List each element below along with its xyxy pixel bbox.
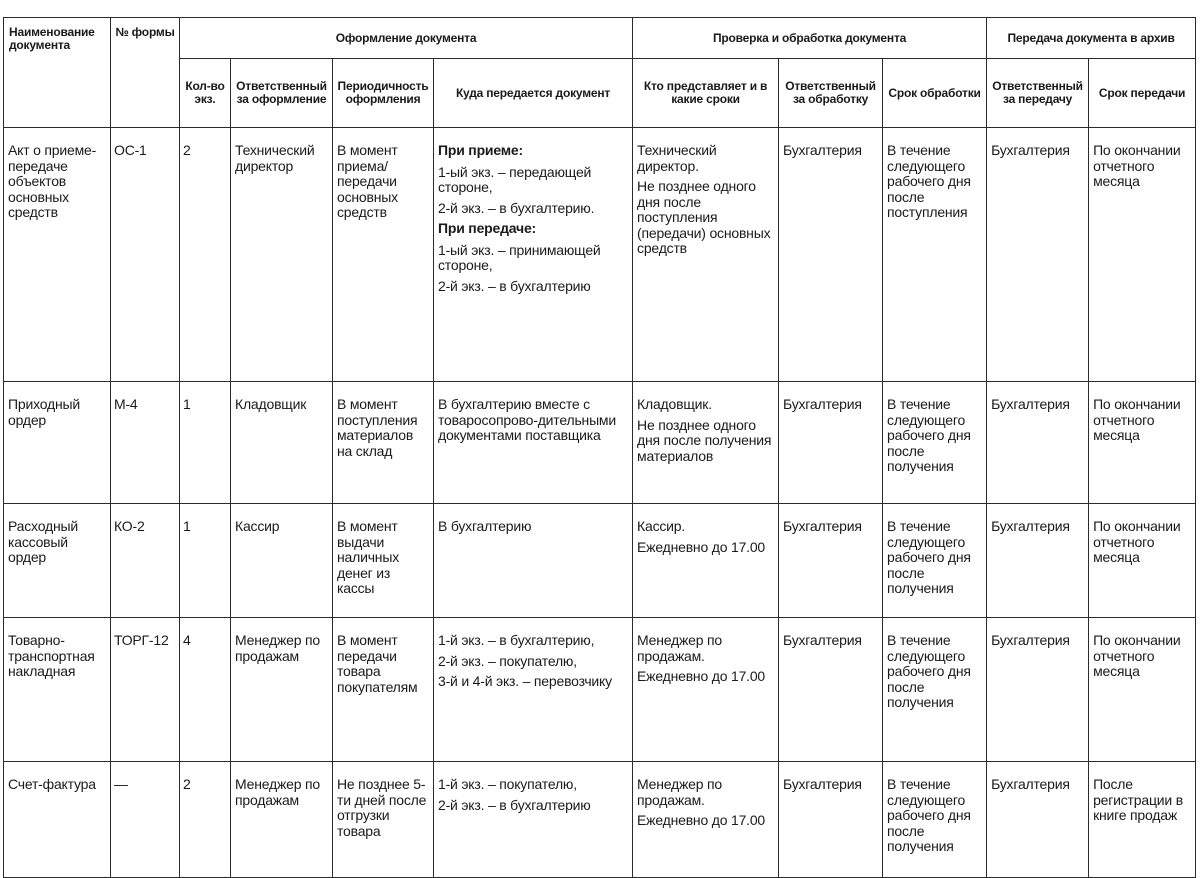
cell-who-when: [633, 762, 779, 878]
where-line: 2-й экз. – покупателю,: [438, 652, 577, 669]
header-row-top: [4, 18, 1196, 59]
header-pass-term: Срок передачи: [1089, 59, 1196, 128]
cell-qty: 1: [180, 504, 231, 618]
cell-pass-term: По окончании отчетного месяца: [1089, 382, 1196, 504]
who-line: Ежедневно до 17.00: [637, 538, 766, 555]
cell-who-when: [633, 618, 779, 762]
cell-period: В момент передачи товара покупателям: [333, 618, 434, 762]
header-resp-oform: Ответственный за оформление: [231, 59, 333, 128]
header-proc-term: Срок обработки: [883, 59, 987, 128]
cell-proc-term: В течение следующего рабочего дня после поступления: [883, 128, 987, 382]
where-heading-receipt: При приеме:: [438, 142, 523, 158]
where-line: 1-й экз. – в бухгалтерию,: [438, 632, 595, 648]
cell-resp-pass: Бухгалтерия: [987, 382, 1089, 504]
cell-resp-pass: Бухгалтерия: [987, 618, 1089, 762]
cell-who-when: [633, 382, 779, 504]
cell-who-when: [633, 504, 779, 618]
cell-proc-term: В течение следующего рабочего дня после получения: [883, 618, 987, 762]
header-resp-pass: Ответственный за передачу: [987, 59, 1089, 128]
cell-where: [434, 382, 633, 504]
who-line: Кассир.: [637, 518, 686, 534]
who-line: Менеджер по продажам.: [637, 776, 723, 808]
cell-resp-pass: Бухгалтерия: [987, 504, 1089, 618]
cell-resp-proc: Бухгалтерия: [779, 618, 883, 762]
who-line: Менеджер по продажам.: [637, 632, 723, 664]
where-line: 1-ый экз. – принимающей стороне,: [438, 241, 601, 273]
cell-form-no: —: [111, 762, 180, 878]
cell-resp-proc: Бухгалтерия: [779, 128, 883, 382]
where-line: 1-й экз. – покупателю,: [438, 776, 577, 792]
cell-doc-name: Счет-фактура: [4, 762, 111, 878]
cell-qty: 2: [180, 128, 231, 382]
header-period: Периодичность оформления: [333, 59, 434, 128]
cell-where: [434, 504, 633, 618]
cell-pass-term: По окончании отчетного месяца: [1089, 128, 1196, 382]
header-qty: Кол-во экз.: [180, 59, 231, 128]
cell-doc-name: Приходный ордер: [4, 382, 111, 504]
cell-who-when: [633, 128, 779, 382]
cell-form-no: ОС-1: [111, 128, 180, 382]
where-line: 2-й экз. – в бухгалтерию.: [438, 199, 595, 216]
cell-pass-term: По окончании отчетного месяца: [1089, 504, 1196, 618]
where-line: 2-й экз. – в бухгалтерию: [438, 796, 591, 813]
cell-resp-proc: Бухгалтерия: [779, 762, 883, 878]
header-who-when: Кто представляет и в какие сроки: [633, 59, 779, 128]
who-line: Не позднее одного дня после поступления (передачи) основных средств: [637, 178, 771, 256]
header-form-no: № формы: [111, 18, 180, 128]
cell-proc-term: В течение следующего рабочего дня после получения: [883, 382, 987, 504]
who-line: Ежедневно до 17.00: [637, 668, 766, 684]
cell-resp-oform: Кассир: [231, 504, 333, 618]
cell-period: В момент поступления материалов на склад: [333, 382, 434, 504]
cell-resp-pass: Бухгалтерия: [987, 128, 1089, 382]
cell-qty: 2: [180, 762, 231, 878]
where-heading-transfer: При передаче:: [438, 220, 536, 236]
header-group-proverka: Проверка и обработка документа: [633, 18, 987, 59]
header-where: Куда передается документ: [434, 59, 633, 128]
cell-proc-term: В течение следующего рабочего дня после получения: [883, 762, 987, 878]
cell-resp-oform: Менеджер по продажам: [231, 618, 333, 762]
where-line: В бухгалтерию вместе с товаросопрово-дительными документами поставщика: [438, 396, 616, 443]
where-line: 2-й экз. – в бухгалтерию: [438, 277, 591, 294]
header-name: Наименование документа: [4, 18, 111, 128]
header-group-oformlenie: Оформление документа: [180, 18, 633, 59]
table-row: [4, 762, 1196, 878]
cell-resp-proc: Бухгалтерия: [779, 382, 883, 504]
cell-qty: 1: [180, 382, 231, 504]
cell-period: Не позднее 5-ти дней после отгрузки товара: [333, 762, 434, 878]
cell-resp-proc: Бухгалтерия: [779, 504, 883, 618]
table-row: [4, 382, 1196, 504]
cell-doc-name: Акт о приеме-передаче объектов основных средств: [4, 128, 111, 382]
header-group-arhiv: Передача документа в архив: [987, 18, 1196, 59]
table-row: [4, 618, 1196, 762]
cell-where: [434, 128, 633, 382]
where-line: 1-ый экз. – передающей стороне,: [438, 163, 592, 195]
header-resp-proc: Ответственный за обработку: [779, 59, 883, 128]
cell-form-no: КО-2: [111, 504, 180, 618]
table-row: [4, 504, 1196, 618]
cell-form-no: ТОРГ-12: [111, 618, 180, 762]
cell-doc-name: Товарно-транспортная накладная: [4, 618, 111, 762]
cell-resp-oform: Кладовщик: [231, 382, 333, 504]
cell-pass-term: По окончании отчетного месяца: [1089, 618, 1196, 762]
who-line: Технический директор.: [637, 142, 717, 174]
cell-period: В момент приема/ передачи основных средств: [333, 128, 434, 382]
cell-proc-term: В течение следующего рабочего дня после получения: [883, 504, 987, 618]
cell-pass-term: После регистрации в книге продаж: [1089, 762, 1196, 878]
cell-resp-oform: Технический директор: [231, 128, 333, 382]
who-line: Ежедневно до 17.00: [637, 812, 766, 828]
cell-where: [434, 762, 633, 878]
cell-qty: 4: [180, 618, 231, 762]
table-row: [4, 128, 1196, 382]
cell-period: В момент выдачи наличных денег из кассы: [333, 504, 434, 618]
header-row-sub: [4, 59, 1196, 128]
document-flow-table: [3, 17, 1196, 878]
cell-where: [434, 618, 633, 762]
who-line: Кладовщик.: [637, 396, 712, 412]
cell-resp-pass: Бухгалтерия: [987, 762, 1089, 878]
cell-form-no: М-4: [111, 382, 180, 504]
where-line: В бухгалтерию: [438, 518, 532, 534]
who-line: Не позднее одного дня после получения материалов: [637, 416, 772, 464]
cell-resp-oform: Менеджер по продажам: [231, 762, 333, 878]
document-flow-table-wrapper: [3, 17, 1195, 878]
where-line: 3-й и 4-й экз. – перевозчику: [438, 673, 612, 689]
cell-doc-name: Расходный кассовый ордер: [4, 504, 111, 618]
